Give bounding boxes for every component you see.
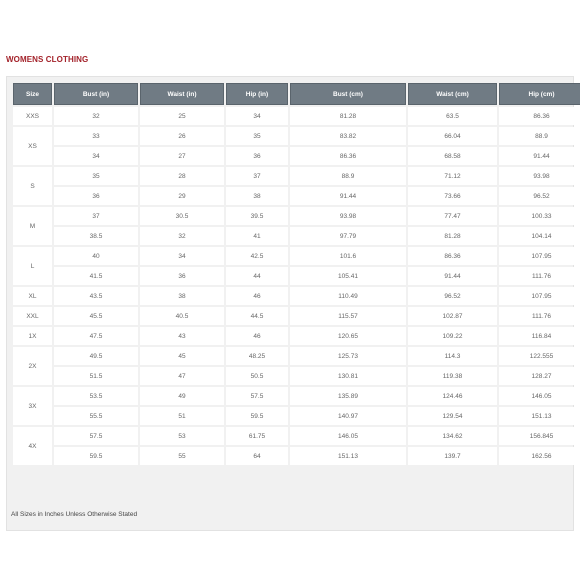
measurement-cell: 156.845 — [499, 427, 580, 445]
measurement-cell: 25 — [140, 107, 224, 125]
column-header: Hip (cm) — [499, 83, 580, 105]
table-row — [13, 267, 580, 285]
measurement-cell: 120.65 — [290, 327, 406, 345]
size-cell: L — [13, 247, 52, 285]
measurement-cell: 51.5 — [54, 367, 138, 385]
measurement-cell: 124.46 — [408, 387, 497, 405]
measurement-cell: 36 — [226, 147, 288, 165]
measurement-cell: 125.73 — [290, 347, 406, 365]
measurement-cell: 41.5 — [54, 267, 138, 285]
measurement-cell: 63.5 — [408, 107, 497, 125]
measurement-cell: 119.38 — [408, 367, 497, 385]
measurement-cell: 59.5 — [54, 447, 138, 465]
measurement-cell: 57.5 — [226, 387, 288, 405]
measurement-cell: 101.6 — [290, 247, 406, 265]
size-cell: M — [13, 207, 52, 245]
measurement-cell: 61.75 — [226, 427, 288, 445]
measurement-cell: 86.36 — [408, 247, 497, 265]
measurement-cell: 105.41 — [290, 267, 406, 285]
footnote: All Sizes in Inches Unless Otherwise Stated — [11, 511, 138, 518]
measurement-cell: 140.97 — [290, 407, 406, 425]
measurement-cell: 51 — [140, 407, 224, 425]
table-row — [13, 327, 580, 345]
measurement-cell: 71.12 — [408, 167, 497, 185]
measurement-cell: 57.5 — [54, 427, 138, 445]
measurement-cell: 88.9 — [499, 127, 580, 145]
measurement-cell: 39.5 — [226, 207, 288, 225]
size-cell: XL — [13, 287, 52, 305]
measurement-cell: 50.5 — [226, 367, 288, 385]
measurement-cell: 151.13 — [290, 447, 406, 465]
measurement-cell: 134.62 — [408, 427, 497, 445]
measurement-cell: 64 — [226, 447, 288, 465]
size-cell: S — [13, 167, 52, 205]
table-row — [13, 167, 580, 185]
measurement-cell: 37 — [226, 167, 288, 185]
measurement-cell: 114.3 — [408, 347, 497, 365]
table-row — [13, 347, 580, 365]
table-row — [13, 187, 580, 205]
size-cell: 3X — [13, 387, 52, 425]
table-row — [13, 427, 580, 445]
measurement-cell: 38 — [226, 187, 288, 205]
measurement-cell: 111.76 — [499, 267, 580, 285]
measurement-cell: 122.555 — [499, 347, 580, 365]
measurement-cell: 44 — [226, 267, 288, 285]
table-row — [13, 207, 580, 225]
measurement-cell: 47 — [140, 367, 224, 385]
measurement-cell: 93.98 — [290, 207, 406, 225]
measurement-cell: 93.98 — [499, 167, 580, 185]
column-header: Bust (in) — [54, 83, 138, 105]
measurement-cell: 86.36 — [290, 147, 406, 165]
measurement-cell: 68.58 — [408, 147, 497, 165]
header-row — [13, 83, 580, 105]
measurement-cell: 88.9 — [290, 167, 406, 185]
measurement-cell: 49.5 — [54, 347, 138, 365]
table-row — [13, 287, 580, 305]
measurement-cell: 36 — [54, 187, 138, 205]
measurement-cell: 45 — [140, 347, 224, 365]
measurement-cell: 81.28 — [408, 227, 497, 245]
measurement-cell: 32 — [140, 227, 224, 245]
table-row — [13, 447, 580, 465]
measurement-cell: 83.82 — [290, 127, 406, 145]
table-row — [13, 127, 580, 145]
column-header: Size — [13, 83, 52, 105]
measurement-cell: 102.87 — [408, 307, 497, 325]
measurement-cell: 110.49 — [290, 287, 406, 305]
measurement-cell: 128.27 — [499, 367, 580, 385]
measurement-cell: 47.5 — [54, 327, 138, 345]
measurement-cell: 26 — [140, 127, 224, 145]
measurement-cell: 109.22 — [408, 327, 497, 345]
table-row — [13, 107, 580, 125]
measurement-cell: 46 — [226, 287, 288, 305]
measurement-cell: 29 — [140, 187, 224, 205]
table-row — [13, 407, 580, 425]
measurement-cell: 41 — [226, 227, 288, 245]
measurement-cell: 96.52 — [408, 287, 497, 305]
measurement-cell: 59.5 — [226, 407, 288, 425]
measurement-cell: 32 — [54, 107, 138, 125]
measurement-cell: 53 — [140, 427, 224, 445]
measurement-cell: 38.5 — [54, 227, 138, 245]
measurement-cell: 34 — [226, 107, 288, 125]
measurement-cell: 48.25 — [226, 347, 288, 365]
measurement-cell: 35 — [54, 167, 138, 185]
measurement-cell: 66.04 — [408, 127, 497, 145]
measurement-cell: 53.5 — [54, 387, 138, 405]
measurement-cell: 30.5 — [140, 207, 224, 225]
measurement-cell: 77.47 — [408, 207, 497, 225]
measurement-cell: 55 — [140, 447, 224, 465]
table-row — [13, 227, 580, 245]
measurement-cell: 37 — [54, 207, 138, 225]
measurement-cell: 81.28 — [290, 107, 406, 125]
measurement-cell: 43 — [140, 327, 224, 345]
measurement-cell: 97.79 — [290, 227, 406, 245]
measurement-cell: 104.14 — [499, 227, 580, 245]
measurement-cell: 40 — [54, 247, 138, 265]
table-row — [13, 307, 580, 325]
table-row — [13, 367, 580, 385]
measurement-cell: 86.36 — [499, 107, 580, 125]
measurement-cell: 49 — [140, 387, 224, 405]
measurement-cell: 27 — [140, 147, 224, 165]
measurement-cell: 38 — [140, 287, 224, 305]
column-header: Hip (in) — [226, 83, 288, 105]
measurement-cell: 73.66 — [408, 187, 497, 205]
measurement-cell: 28 — [140, 167, 224, 185]
size-cell: XXL — [13, 307, 52, 325]
measurement-cell: 129.54 — [408, 407, 497, 425]
size-cell: 1X — [13, 327, 52, 345]
measurement-cell: 34 — [140, 247, 224, 265]
column-header: Bust (cm) — [290, 83, 406, 105]
measurement-cell: 44.5 — [226, 307, 288, 325]
measurement-cell: 135.89 — [290, 387, 406, 405]
measurement-cell: 55.5 — [54, 407, 138, 425]
measurement-cell: 139.7 — [408, 447, 497, 465]
measurement-cell: 45.5 — [54, 307, 138, 325]
measurement-cell: 130.81 — [290, 367, 406, 385]
table-row — [13, 247, 580, 265]
measurement-cell: 91.44 — [408, 267, 497, 285]
measurement-cell: 151.13 — [499, 407, 580, 425]
measurement-cell: 146.05 — [290, 427, 406, 445]
size-cell: XS — [13, 127, 52, 165]
measurement-cell: 46 — [226, 327, 288, 345]
measurement-cell: 111.76 — [499, 307, 580, 325]
size-chart-table — [11, 81, 580, 467]
measurement-cell: 33 — [54, 127, 138, 145]
measurement-cell: 36 — [140, 267, 224, 285]
measurement-cell: 162.56 — [499, 447, 580, 465]
measurement-cell: 42.5 — [226, 247, 288, 265]
column-header: Waist (cm) — [408, 83, 497, 105]
measurement-cell: 91.44 — [499, 147, 580, 165]
measurement-cell: 91.44 — [290, 187, 406, 205]
table-row — [13, 147, 580, 165]
measurement-cell: 43.5 — [54, 287, 138, 305]
page-title: WOMENS CLOTHING — [6, 55, 89, 64]
measurement-cell: 115.57 — [290, 307, 406, 325]
measurement-cell: 35 — [226, 127, 288, 145]
size-chart-body — [13, 107, 580, 465]
size-cell: 4X — [13, 427, 52, 465]
measurement-cell: 107.95 — [499, 287, 580, 305]
column-header: Waist (in) — [140, 83, 224, 105]
measurement-cell: 40.5 — [140, 307, 224, 325]
measurement-cell: 107.95 — [499, 247, 580, 265]
measurement-cell: 100.33 — [499, 207, 580, 225]
measurement-cell: 146.05 — [499, 387, 580, 405]
measurement-cell: 96.52 — [499, 187, 580, 205]
size-cell: 2X — [13, 347, 52, 385]
table-row — [13, 387, 580, 405]
measurement-cell: 34 — [54, 147, 138, 165]
measurement-cell: 116.84 — [499, 327, 580, 345]
size-cell: XXS — [13, 107, 52, 125]
